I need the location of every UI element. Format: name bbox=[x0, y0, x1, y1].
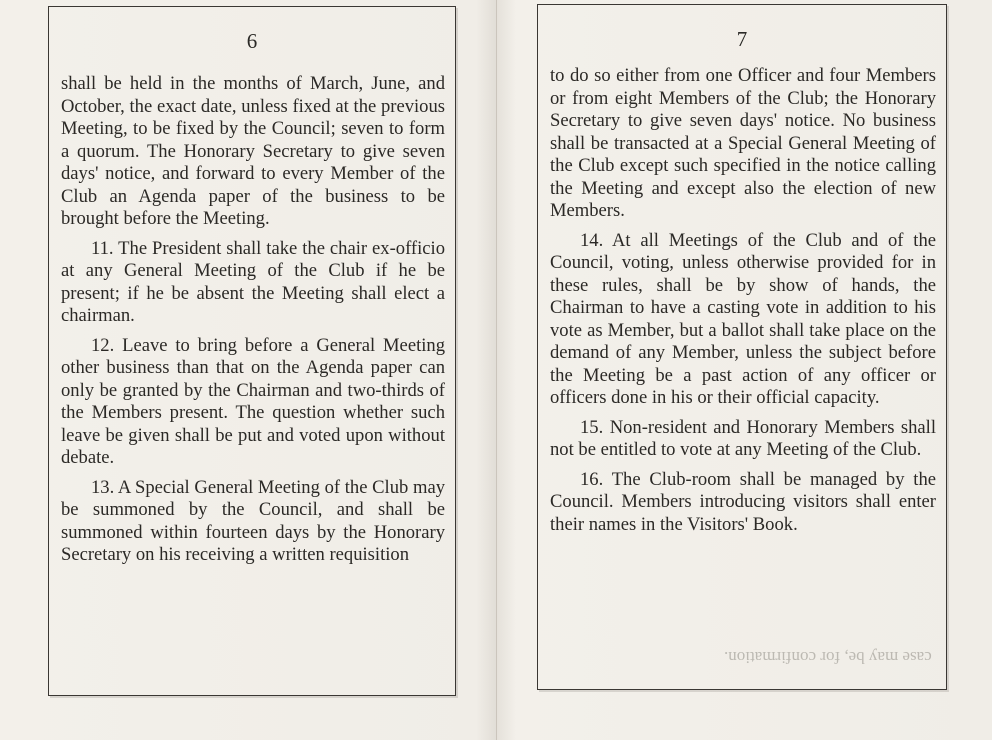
left-page-frame bbox=[48, 6, 456, 696]
paragraph: shall be held in the months of March, June, and October, the exact date, unless fixed at the previous Meeting, to be fixed by the Council; seven to form a quorum. The Honorary Secretary to give seven days' notice, and forward to every Member of the Club an Agenda paper of the business to be brought before the Meeting. bbox=[61, 73, 445, 229]
paragraph: 13. A Special General Meeting of the Club may be summoned by the Council, and shall be summoned within fourteen days by the Honorary Secretary on his receiving a written requisition bbox=[61, 476, 445, 565]
paragraph: 11. The President shall take the chair ex-officio at any General Meeting of the Club if he be present; if he be absent the Meeting shall elect a chairman. bbox=[61, 237, 445, 326]
page-number: 6 bbox=[246, 29, 258, 53]
text-column bbox=[550, 65, 936, 543]
paragraph: 15. Non-resident and Honorary Members shall not be entitled to vote at any Meeting of the Club. bbox=[550, 416, 936, 460]
page-number: 7 bbox=[736, 27, 748, 51]
paragraph: 14. At all Meetings of the Club and of the Council, voting, unless otherwise provided for in these rules, shall be by show of hands, the Chairman to have a casting vote in addition to his vote as Member, but a ballot shall take place on the demand of any Member, unless the subject before the Meeting be a past action of any officer or officers done in his or their official capacity. bbox=[550, 229, 936, 408]
bleed-through-text: case may be, for confirmation. bbox=[724, 648, 932, 667]
right-page-frame bbox=[537, 4, 947, 690]
right-page bbox=[497, 0, 992, 740]
text-column bbox=[61, 73, 445, 574]
paragraph: 16. The Club-room shall be managed by the Council. Members introducing visitors shall enter their names in the Visitors' Book. bbox=[550, 468, 936, 535]
paragraph: 12. Leave to bring before a General Meeting other business than that on the Agenda paper can only be granted by the Chairman and two-thirds of the Members present. The question whether such leave be given shall be put and voted upon without debate. bbox=[61, 334, 445, 468]
paragraph: to do so either from one Officer and four Members or from eight Members of the Club; the Honorary Secretary to give seven days' notice. No business shall be transacted at a Special General Meeting of the Club except such specified in the notice calling the Meeting and except also the election of new Members. bbox=[550, 65, 936, 221]
